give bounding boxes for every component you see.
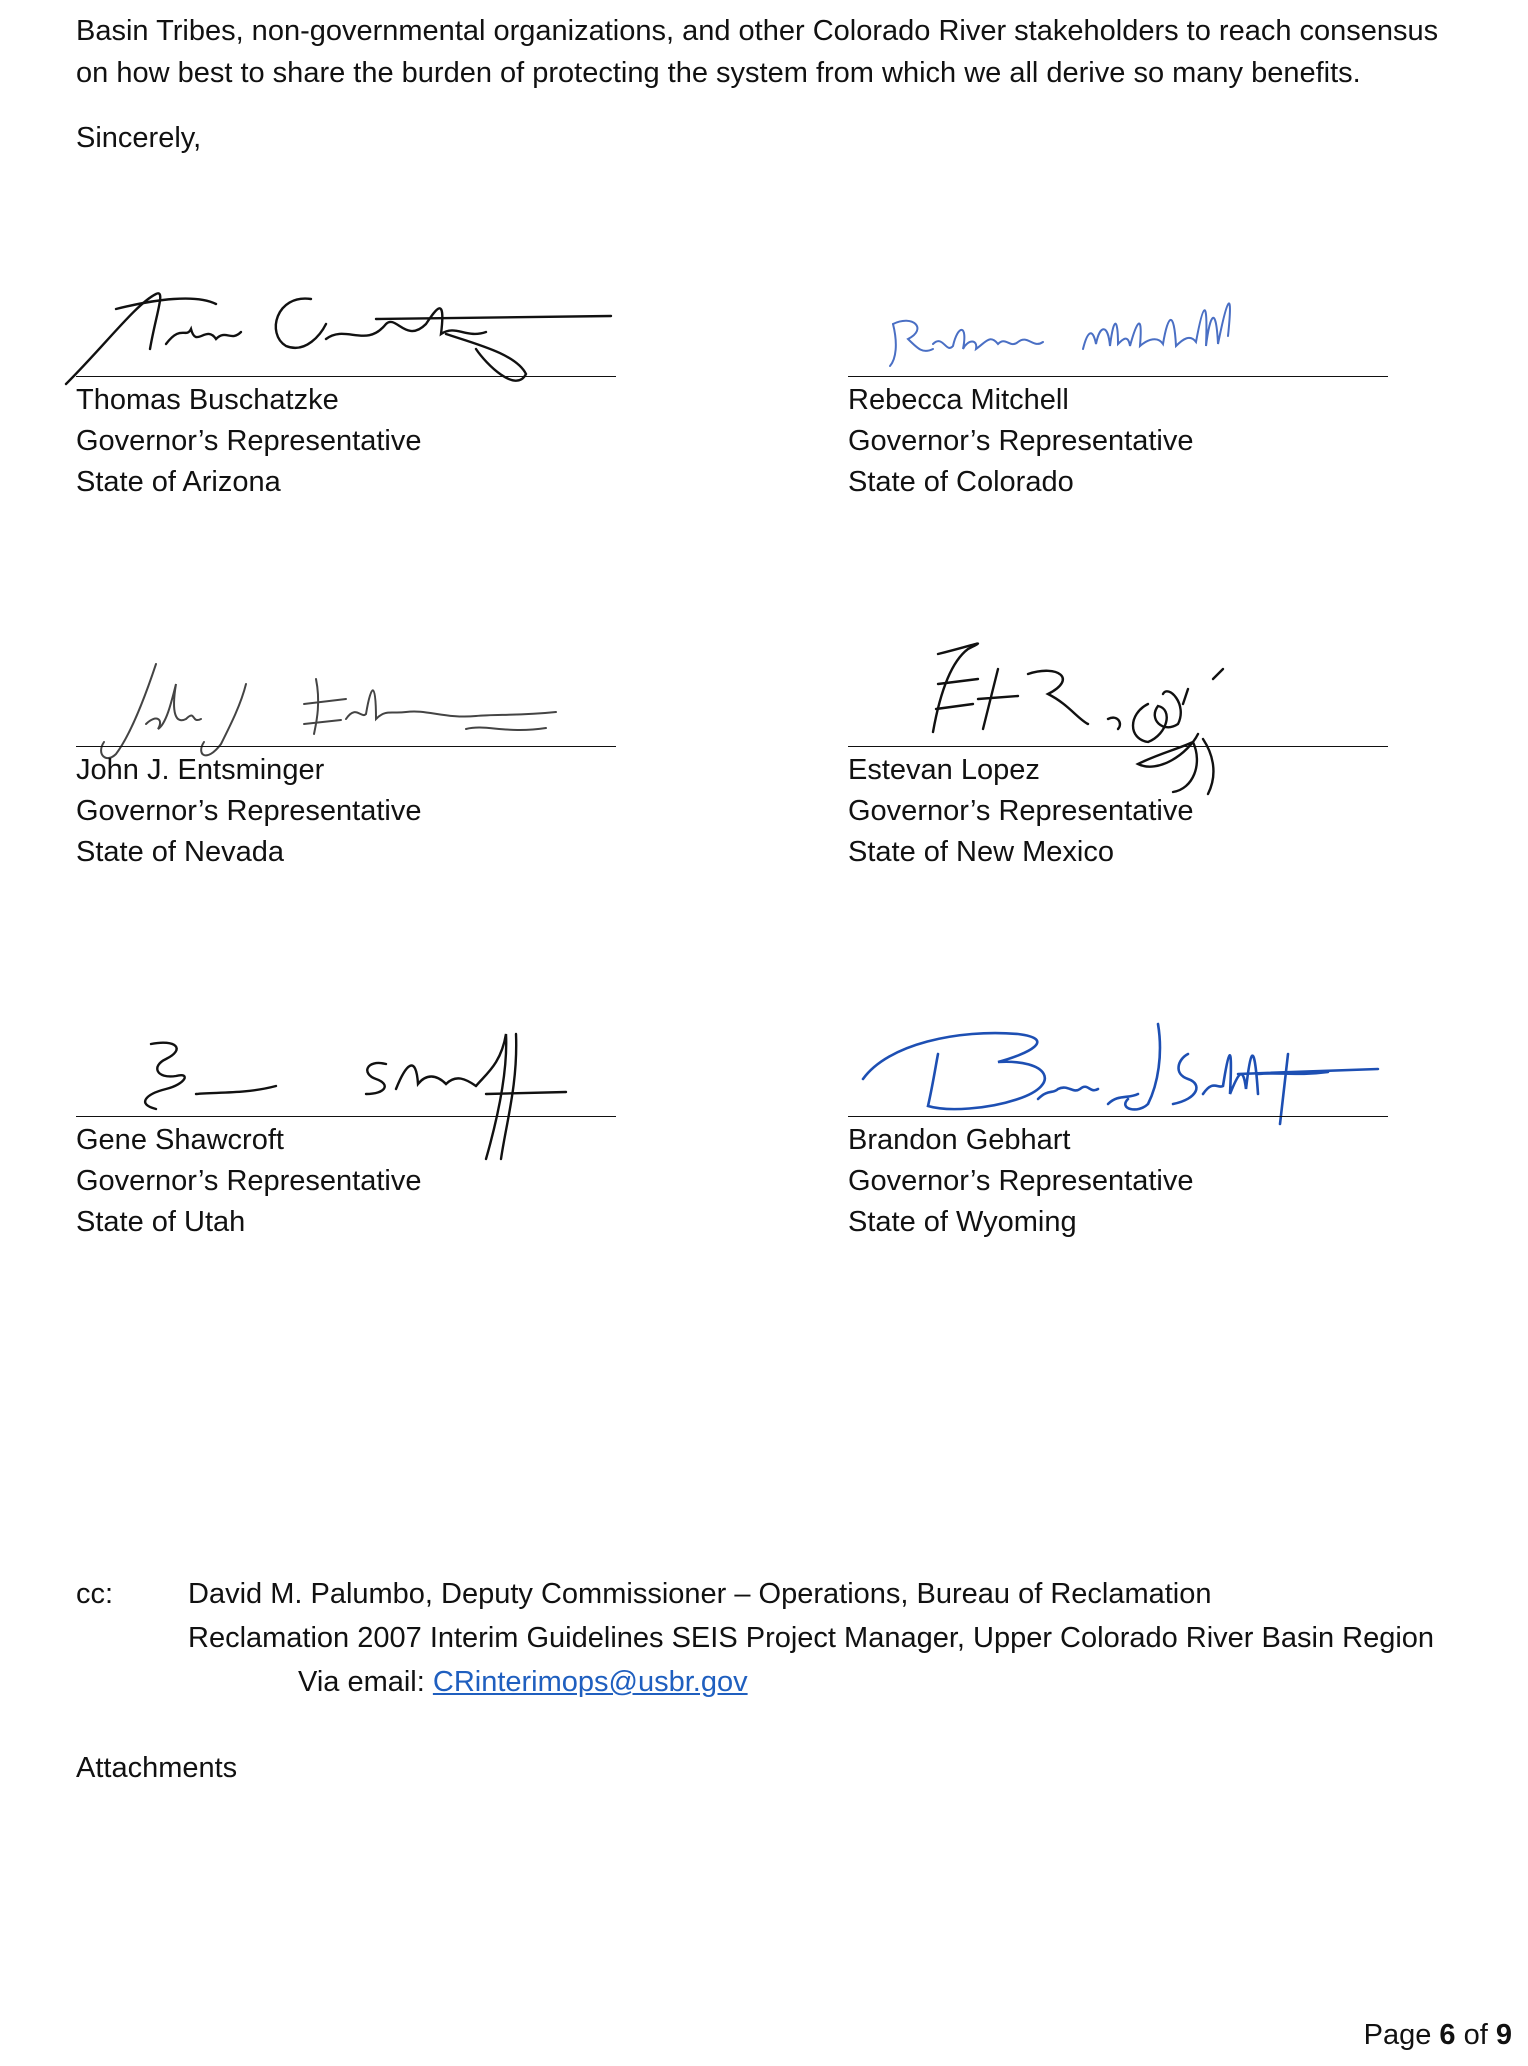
- signatory-details: [848, 1120, 1194, 1243]
- cc-recipients: [188, 1572, 1434, 1704]
- signatory-state: State of Arizona: [76, 466, 281, 498]
- signatory-title: Governor’s Representative: [848, 425, 1194, 457]
- signature-line: [848, 746, 1388, 747]
- signature-block-new-mexico: [848, 644, 1448, 894]
- page-current: 6: [1439, 2019, 1456, 2051]
- signature-block-arizona: [76, 274, 676, 524]
- signature-block-colorado: [848, 274, 1448, 524]
- cc-recipient-1: David M. Palumbo, Deputy Commissioner – Operations, Bureau of Reclamation: [188, 1578, 1212, 1610]
- cc-email-line: [188, 1660, 1434, 1704]
- cc-label: cc:: [76, 1578, 114, 1610]
- closing-salutation: Sincerely,: [76, 122, 202, 154]
- signatory-state: State of Nevada: [76, 836, 284, 868]
- page-number: [1364, 2019, 1512, 2052]
- paragraph-line-1: Basin Tribes, non-governmental organizations, and other Colorado River stakeholders to reach consensus: [76, 15, 1439, 47]
- signatory-state: State of Utah: [76, 1206, 246, 1238]
- signatory-name: Brandon Gebhart: [848, 1124, 1071, 1156]
- signatory-title: Governor’s Representative: [848, 795, 1194, 827]
- signatory-name: Gene Shawcroft: [76, 1124, 284, 1156]
- closing-paragraph: [76, 10, 1516, 94]
- signatory-title: Governor’s Representative: [848, 1165, 1194, 1197]
- signature-block-wyoming: [848, 1014, 1448, 1264]
- signature-line: [76, 1116, 616, 1117]
- signatory-name: Estevan Lopez: [848, 754, 1040, 786]
- signature-block-utah: [76, 1014, 676, 1264]
- signature-line: [848, 376, 1388, 377]
- signatory-details: [848, 750, 1194, 873]
- signatory-name: John J. Entsminger: [76, 754, 325, 786]
- of-word: of: [1463, 2019, 1488, 2051]
- cc-recipient-2: Reclamation 2007 Interim Guidelines SEIS Project Manager, Upper Colorado River Basin Region: [188, 1622, 1435, 1654]
- signature-block-nevada: [76, 644, 676, 894]
- signatory-name: Rebecca Mitchell: [848, 384, 1069, 416]
- page-total: 9: [1495, 2019, 1512, 2051]
- paragraph-line-2: on how best to share the burden of protecting the system from which we all derive so many benefits.: [76, 57, 1361, 89]
- signatory-title: Governor’s Representative: [76, 1165, 422, 1197]
- signatory-details: [76, 380, 422, 503]
- email-link[interactable]: CRinterimops@usbr.gov: [432, 1666, 748, 1698]
- signatory-state: State of New Mexico: [848, 836, 1114, 868]
- signature-line: [76, 746, 616, 747]
- signature-line: [76, 376, 616, 377]
- signature-line: [848, 1116, 1388, 1117]
- signatory-state: State of Colorado: [848, 466, 1074, 498]
- signatory-details: [848, 380, 1194, 503]
- signatory-details: [76, 1120, 422, 1243]
- cc-email-prefix: Via email:: [298, 1666, 433, 1698]
- page-word: Page: [1363, 2019, 1432, 2051]
- signatory-state: State of Wyoming: [848, 1206, 1077, 1238]
- signatory-title: Governor’s Representative: [76, 795, 422, 827]
- signatory-title: Governor’s Representative: [76, 425, 422, 457]
- signatory-details: [76, 750, 422, 873]
- attachments-label: Attachments: [76, 1752, 238, 1784]
- signatory-name: Thomas Buschatzke: [76, 384, 339, 416]
